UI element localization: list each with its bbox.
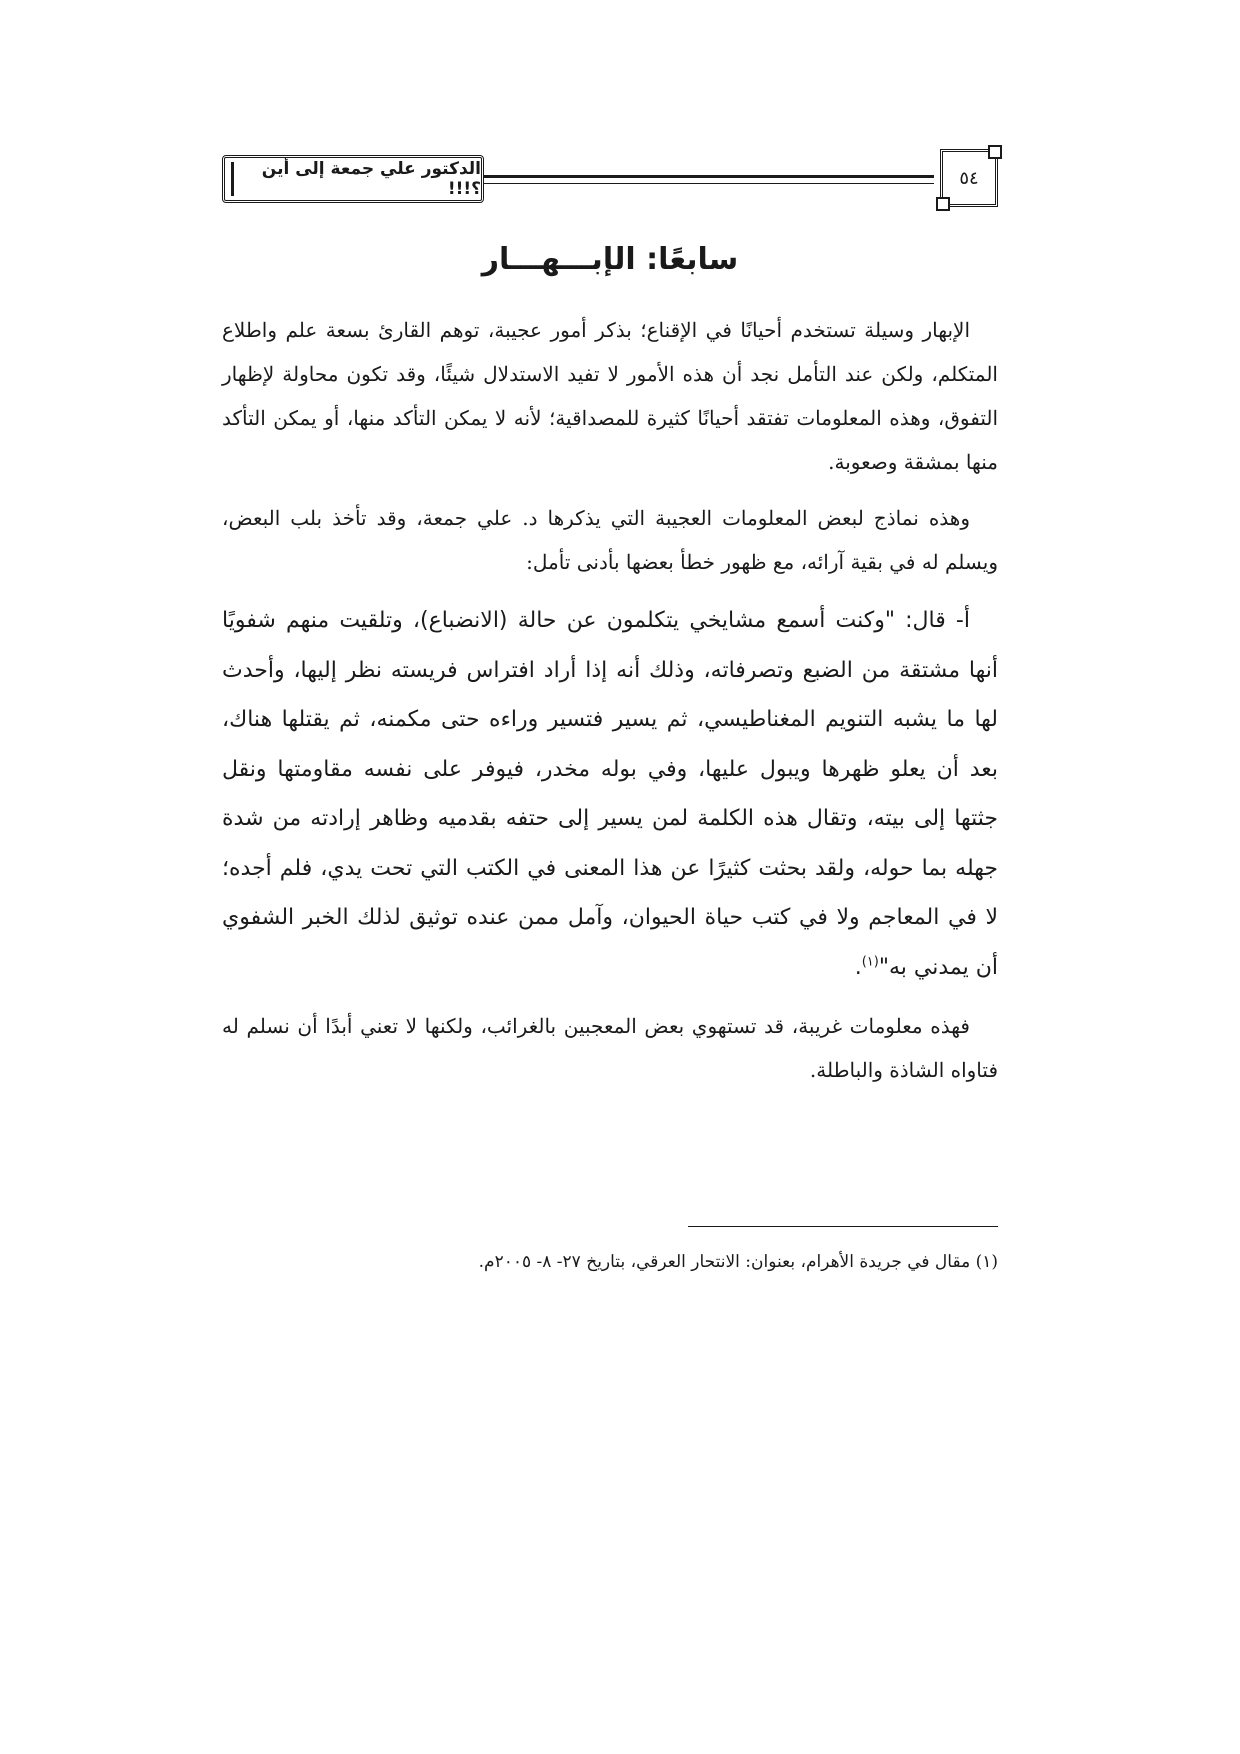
book-title: الدكتور علي جمعة إلى أين ؟!!! [261, 159, 481, 199]
section-heading: سابعًا: الإبـــهـــار [481, 242, 739, 277]
paragraph-intro: الإبهار وسيلة تستخدم أحيانًا في الإقناع؛ بذكر أمور عجيبة، توهم القارئ بسعة علم واطلاع المتكلم، ولكن عند التأمل نجد أن هذه الأمور لا تفيد الاستدلال شيئًا، وقد تكون محاولة لإظهار التفوق، وهذه المعلومات تفتقد أحيانًا كثيرة للمصداقية؛ لأنه لا يمكن التأكد منها، أو يمكن التأكد منها بمشقة وصعوبة. [222, 318, 998, 474]
page-number: ٥٤ [959, 167, 979, 189]
page-header [222, 145, 998, 213]
book-title-box [222, 155, 484, 203]
footnote-reference: (١) [861, 954, 879, 970]
page-number-box [940, 149, 998, 207]
paragraph-conclusion: فهذه معلومات غريبة، قد تستهوي بعض المعجبين بالغرائب، ولكنها لا تعني أبدًا أن نسلم له فتاواه الشاذة والباطلة. [222, 1014, 998, 1082]
paragraph-quote [222, 596, 998, 992]
header-rule [484, 175, 934, 184]
body-text [222, 308, 998, 1104]
footnote: (١) مقال في جريدة الأهرام، بعنوان: الانتحار العرقي، بتاريخ ٢٧- ٨- ٢٠٠٥م. [478, 1252, 998, 1272]
footnote-separator [688, 1226, 998, 1227]
quote-text: أ- قال: "وكنت أسمع مشايخي يتكلمون عن حالة (الانضباع)، وتلقيت منهم شفويًا أنها مشتقة من الضبع وتصرفاته، وذلك أنه إذا أراد افتراس فريسته نظر إليها، وأحدث لها ما يشبه التنويم المغناطيسي، ثم يسير فتسير وراءه حتى مكمنه، ثم يقتلها هناك، بعد أن يعلو ظهرها ويبول عليها، وفي بوله مخدر، فيوفر على نفسه مقاومتها ونقل جثتها إلى بيته، وتقال هذه الكلمة لمن يسير إلى حتفه بقدميه وظاهر إرادته من شدة جهله بما حوله، ولقد بحثت كثيرًا عن هذا المعنى في الكتب التي تحت يدي، فلم أجده؛ لا في المعاجم ولا في كتب حياة الحيوان، وآمل ممن عنده توثيق لذلك الخبر الشفوي أن يمدني به" [222, 608, 998, 980]
paragraph-examples: وهذه نماذج لبعض المعلومات العجيبة التي يذكرها د. علي جمعة، وقد تأخذ بلب البعض، ويسلم له في بقية آرائه، مع ظهور خطأ بعضها بأدنى تأمل: [222, 506, 998, 574]
quote-end: . [854, 954, 862, 980]
